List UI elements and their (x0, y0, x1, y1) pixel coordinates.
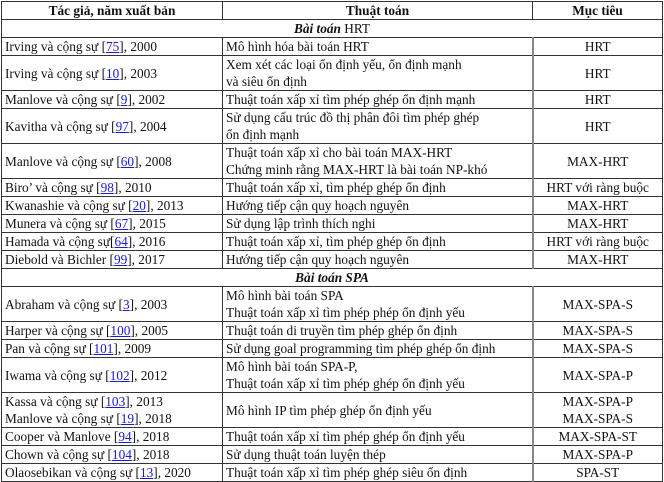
table-row (2, 464, 663, 482)
author-cell (2, 179, 223, 197)
target-cell (533, 91, 663, 109)
target-text: MAX-SPA-S (562, 296, 633, 312)
author-citation (5, 322, 219, 339)
reference-link[interactable]: 75 (106, 39, 120, 54)
target-text: MAX-SPA-P (562, 394, 633, 409)
reference-link[interactable]: 97 (115, 118, 129, 134)
algorithm-cell (223, 322, 533, 340)
author-citation (5, 197, 219, 214)
algorithm-text: Thuật toán xấp xỉ, tìm phép ghép ổn định (226, 234, 446, 249)
reference-link[interactable]: 19 (120, 411, 135, 426)
author-name: Olaosebikan và cộng sự [ (5, 465, 140, 480)
algorithm-cell (223, 179, 533, 197)
header-target: Mục tiêu (533, 2, 663, 20)
publication-year: ], 2004 (128, 118, 167, 134)
author-cell (2, 38, 223, 56)
publication-year: ], 2000 (119, 39, 157, 54)
target-text: HRT với ràng buộc (546, 234, 649, 249)
publication-year: ], 2016 (127, 234, 166, 249)
author-cell (2, 233, 223, 251)
target-text: HRT (584, 39, 611, 54)
author-cell (2, 197, 223, 215)
table-row (2, 358, 663, 393)
author-cell (2, 464, 223, 482)
author-cell (2, 358, 223, 393)
table-row (2, 197, 663, 215)
author-cell (2, 56, 223, 91)
target-text: HRT (584, 118, 611, 134)
algorithm-text: Sử dụng lập trình thích nghi (226, 216, 376, 231)
reference-link[interactable]: 104 (111, 447, 132, 462)
target-text: HRT với ràng buộc (546, 180, 649, 195)
author-citation (5, 367, 219, 384)
reference-link[interactable]: 102 (109, 367, 130, 383)
algorithm-cell (223, 251, 533, 269)
publication-year: ], 2002 (127, 92, 166, 107)
target-cell (533, 197, 663, 215)
target-cell (533, 446, 663, 464)
algorithm-text: Thuật toán xấp xỉ tìm phép ghép ổn định yếu (226, 429, 465, 444)
algorithm-cell (223, 358, 533, 393)
target-cell (533, 287, 663, 322)
reference-link[interactable]: 101 (93, 341, 114, 356)
publication-year: ], 2018 (131, 429, 170, 444)
algorithm-text: ổn định mạnh (226, 127, 300, 142)
reference-link[interactable]: 64 (114, 234, 128, 249)
algorithm-text: Thuật toán xấp xỉ cho bài toán MAX-HRT (226, 145, 453, 160)
table-row (2, 322, 663, 340)
target-text: MAX-HRT (567, 252, 629, 267)
publication-year: ], 2010 (113, 180, 152, 195)
algorithm-cell (223, 340, 533, 358)
target-text: MAX-HRT (567, 216, 629, 231)
target-text: MAX-SPA-S (562, 411, 633, 426)
author-name: Irving và cộng sự [ (5, 39, 106, 54)
target-cell (533, 215, 663, 233)
algorithm-cell (223, 109, 533, 144)
target-cell (533, 251, 663, 269)
algorithm-text: Thuật toán xấp xỉ tìm phép phép ổn định yếu (226, 305, 465, 320)
algorithm-text: Thuật toán xấp xỉ, tìm phép ghép ổn định (226, 180, 446, 195)
author-citation (5, 393, 219, 410)
author-citation (5, 233, 219, 250)
reference-link[interactable]: 98 (100, 180, 114, 195)
target-text: HRT (584, 65, 611, 81)
author-cell (2, 428, 223, 446)
table-body (2, 20, 663, 482)
author-cell (2, 446, 223, 464)
algorithm-cell (223, 38, 533, 56)
author-cell (2, 340, 223, 358)
algorithm-text: Mô hình bài toán SPA (226, 288, 344, 303)
author-citation (5, 38, 219, 55)
table-row (2, 393, 663, 428)
section-title (2, 20, 663, 38)
author-cell (2, 251, 223, 269)
algorithm-cell (223, 144, 533, 179)
table-row (2, 109, 663, 144)
algorithm-text: Sử dụng goal programming tìm phép ghép ổn định (226, 341, 496, 356)
author-citation (5, 464, 219, 481)
algorithm-text: Xem xét các loại ổn định yếu, ổn định mạnh (226, 57, 462, 72)
target-text: SPA-ST (576, 465, 620, 480)
table-row (2, 287, 663, 322)
author-name: Diebold và Bichler [ (5, 252, 114, 267)
author-name: Manlove và cộng sự [ (5, 411, 121, 426)
author-citation (5, 179, 219, 196)
author-name: Chown và cộng sự [ (5, 447, 112, 462)
algorithm-text: Hướng tiếp cận quy hoạch nguyên (226, 198, 409, 213)
author-citation (5, 91, 219, 108)
header-algorithm: Thuật toán (223, 2, 533, 20)
author-name: Cooper và Manlove [ (5, 429, 119, 444)
author-citation (5, 251, 219, 268)
table-row (2, 233, 663, 251)
section-row (2, 269, 663, 287)
reference-link[interactable]: 100 (110, 323, 131, 338)
author-name: Iwama và cộng sự [ (5, 367, 110, 383)
author-cell (2, 322, 223, 340)
reference-link[interactable]: 13 (139, 465, 154, 480)
algorithm-text: Thuật toán xấp xỉ tìm phép ghép siêu ổn định (226, 465, 468, 480)
publication-year: ], 2003 (119, 65, 157, 81)
target-cell (533, 233, 663, 251)
section-row (2, 20, 663, 38)
publication-year: ], 2005 (130, 323, 169, 338)
algorithm-cell (223, 464, 533, 482)
publication-year: ], 2003 (129, 296, 168, 312)
algorithm-cell (223, 197, 533, 215)
target-cell (533, 393, 663, 428)
section-title-italic: Bài toán SPA (295, 270, 369, 285)
table-row (2, 38, 663, 56)
author-citation (5, 118, 219, 135)
algorithm-cell (223, 393, 533, 428)
reference-link[interactable]: 20 (132, 198, 146, 213)
table-row (2, 56, 663, 91)
algorithm-cell (223, 428, 533, 446)
literature-table (1, 1, 663, 482)
section-title-italic: Bài toán (293, 21, 341, 36)
publication-year: ], 2009 (113, 341, 152, 356)
target-cell (533, 38, 663, 56)
author-name: Abraham và cộng sự [ (5, 296, 123, 312)
section-title (2, 269, 663, 287)
table-row (2, 215, 663, 233)
publication-year: ], 2018 (131, 447, 170, 462)
author-name: Pan và cộng sự [ (5, 341, 94, 356)
author-citation (5, 446, 219, 463)
publication-year: ], 2013 (145, 198, 184, 213)
header-row (2, 2, 663, 20)
algorithm-text: Thuật toán di truyền tìm phép ghép ổn định (226, 323, 458, 338)
target-cell (533, 179, 663, 197)
author-cell (2, 215, 223, 233)
algorithm-text: Mô hình bài toán SPA-P, (226, 359, 358, 374)
algorithm-cell (223, 287, 533, 322)
author-name: Manlove và cộng sự [ (5, 153, 121, 169)
table-row (2, 446, 663, 464)
algorithm-text: Chứng minh rằng MAX-HRT là bài toán NP-khó (226, 162, 488, 177)
target-text: MAX-HRT (567, 153, 629, 169)
algorithm-cell (223, 233, 533, 251)
author-cell (2, 287, 223, 322)
reference-link[interactable]: 10 (106, 65, 120, 81)
algorithm-text: Thuật toán xấp xỉ tìm phép ghép ổn định yếu (226, 376, 465, 391)
algorithm-cell (223, 215, 533, 233)
author-name: Hamada và cộng sự[ (5, 234, 115, 249)
publication-year: ], 2013 (125, 394, 163, 409)
author-cell (2, 144, 223, 179)
publication-year: ], 2008 (134, 153, 172, 169)
publication-year: ], 2012 (129, 367, 168, 383)
target-text: MAX-SPA-P (562, 447, 633, 462)
algorithm-text: Hướng tiếp cận quy hoạch nguyên (226, 252, 409, 267)
table-row (2, 428, 663, 446)
reference-link[interactable]: 3 (122, 296, 130, 312)
target-text: HRT (584, 92, 611, 107)
algorithm-cell (223, 446, 533, 464)
publication-year: ], 2018 (134, 411, 172, 426)
author-cell (2, 91, 223, 109)
author-name: Kassa và cộng sự [ (5, 394, 106, 409)
algorithm-cell (223, 91, 533, 109)
author-name: Kavitha và cộng sự [ (5, 118, 116, 134)
target-cell (533, 322, 663, 340)
target-cell (533, 464, 663, 482)
author-name: Irving và cộng sự [ (5, 65, 106, 81)
target-text: MAX-SPA-P (562, 367, 633, 383)
reference-link[interactable]: 94 (118, 429, 132, 444)
publication-year: ], 2020 (153, 465, 191, 480)
algorithm-text: Sử dụng cấu trúc đồ thị phân đôi tìm phép ghép (226, 110, 480, 125)
section-title-rest: HRT (340, 21, 371, 36)
table-row (2, 144, 663, 179)
author-name: Kwanashie và cộng sự [ (5, 198, 133, 213)
table-row (2, 91, 663, 109)
target-text: MAX-HRT (567, 198, 629, 213)
header-author: Tác giả, năm xuất bản (2, 2, 223, 20)
algorithm-cell (223, 56, 533, 91)
author-cell (2, 393, 223, 428)
target-cell (533, 358, 663, 393)
reference-link[interactable]: 99 (113, 252, 128, 267)
author-citation (5, 340, 219, 357)
target-cell (533, 109, 663, 144)
target-cell (533, 428, 663, 446)
reference-link[interactable]: 60 (120, 153, 135, 169)
author-name: Biro’ và cộng sự [ (5, 180, 101, 195)
reference-link[interactable]: 67 (114, 216, 129, 231)
target-text: MAX-SPA-ST (558, 429, 638, 444)
algorithm-text: Mô hình IP tìm phép ghép ổn định yếu (226, 402, 432, 418)
author-name: Harper và cộng sự [ (5, 323, 111, 338)
target-cell (533, 144, 663, 179)
author-citation (5, 296, 219, 313)
table-row (2, 179, 663, 197)
target-cell (533, 56, 663, 91)
table-row (2, 340, 663, 358)
author-cell (2, 109, 223, 144)
table-row (2, 251, 663, 269)
target-cell (533, 340, 663, 358)
algorithm-text: Mô hình hóa bài toán HRT (226, 39, 369, 54)
publication-year: ], 2015 (128, 216, 166, 231)
author-citation (5, 153, 219, 170)
publication-year: ], 2017 (127, 252, 165, 267)
author-name: Munera và cộng sự [ (5, 216, 115, 231)
reference-link[interactable]: 103 (105, 394, 126, 409)
target-text: MAX-SPA-S (562, 323, 633, 338)
author-citation (5, 215, 219, 232)
author-name: Manlove và cộng sự [ (5, 92, 121, 107)
author-citation (5, 65, 219, 82)
target-text: MAX-SPA-S (562, 341, 633, 356)
reference-link[interactable]: 9 (120, 92, 128, 107)
author-citation (5, 428, 219, 445)
algorithm-text: và siêu ổn định (226, 74, 307, 89)
author-citation (5, 410, 219, 427)
algorithm-text: Sử dụng thuật toán luyện thép (226, 447, 386, 462)
algorithm-text: Thuật toán xấp xỉ tìm phép ghép ổn định mạnh (226, 92, 476, 107)
